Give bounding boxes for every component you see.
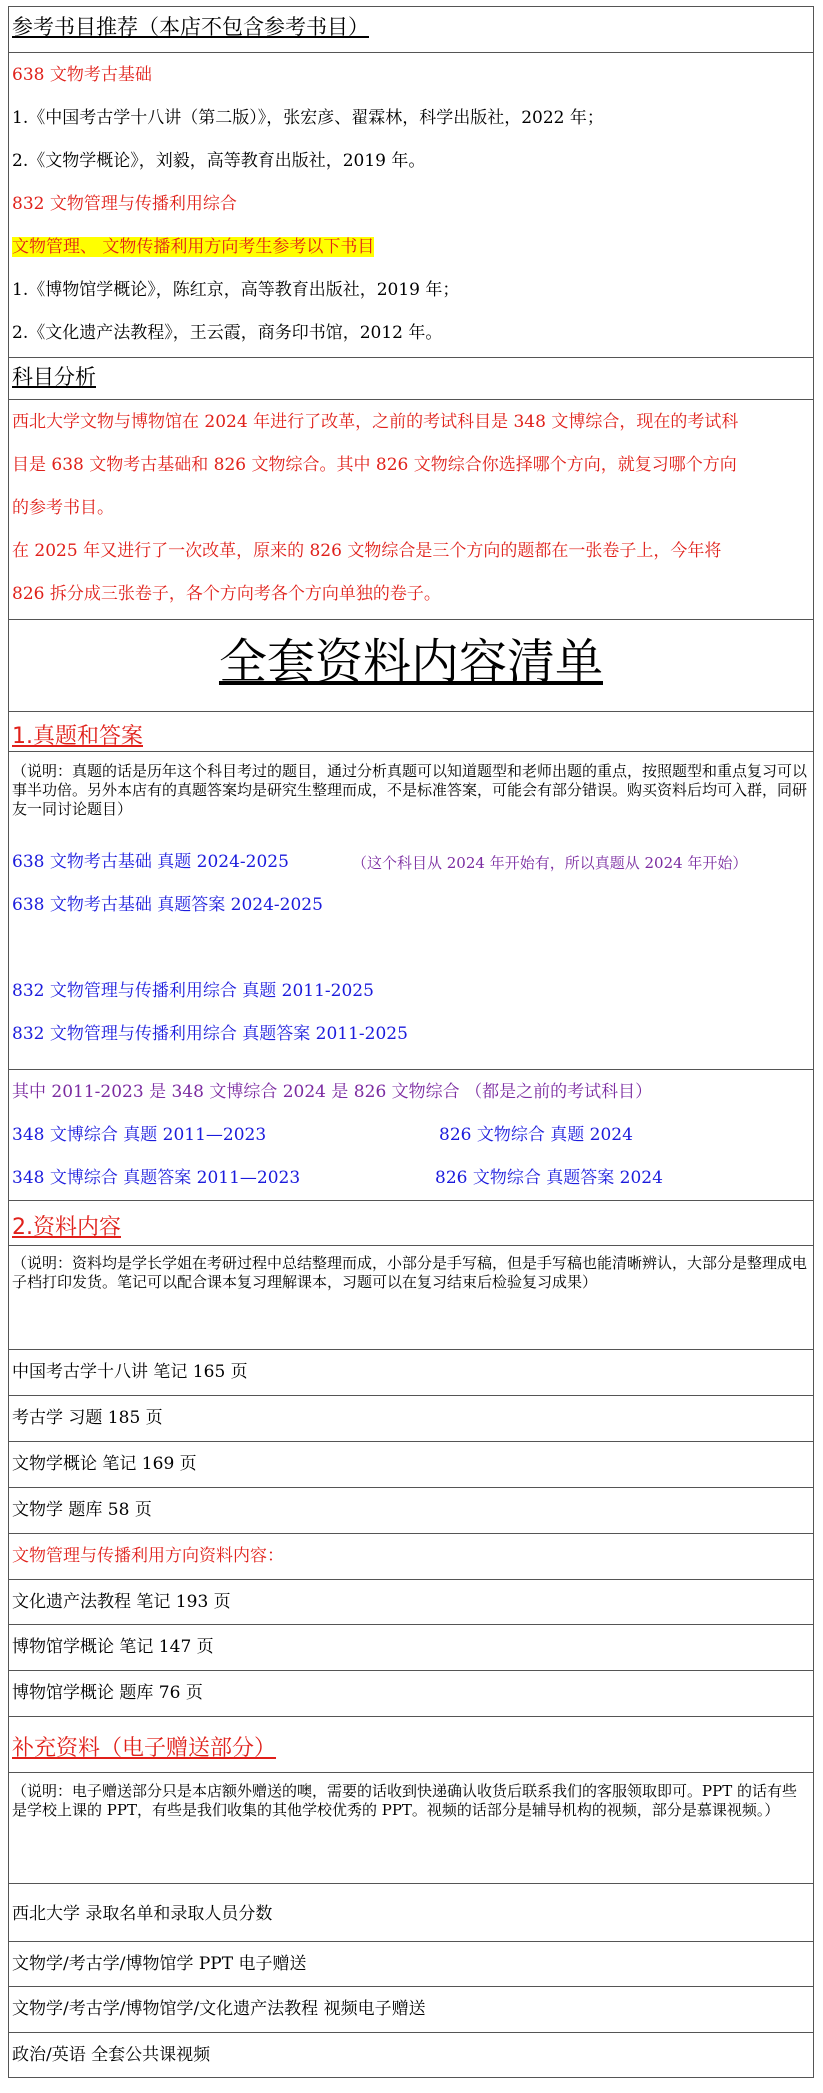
material-item: 博物馆学概论 笔记 147 页	[12, 1637, 214, 1657]
bonus-row	[8, 2032, 814, 2078]
analysis-p1-line1: 西北大学文物与博物馆在 2024 年进行了改革，之前的考试科目是 348 文博综合，现在的考试科	[12, 412, 739, 432]
ref-books-header-cell	[8, 6, 814, 52]
section1-header: 1.真题和答案	[12, 724, 143, 749]
exam-row-348-answers: 348 文博综合 真题答案 2011—2023	[12, 1168, 301, 1188]
ref-book-4: 2.《文化遗产法教程》，王云霞，商务印书馆，2012 年。	[12, 323, 443, 343]
material-subheader: 文物管理与传播利用方向资料内容：	[12, 1546, 284, 1566]
material-item: 文物学 题库 58 页	[12, 1500, 152, 1520]
analysis-header-cell	[8, 357, 814, 399]
bonus-row	[8, 1883, 814, 1941]
material-item: 考古学 习题 185 页	[12, 1408, 163, 1428]
direction-highlight: 文物管理、 文物传播利用方向考生参考以下书目	[12, 237, 375, 257]
ref-book-1: 1.《中国考古学十八讲（第二版）》，张宏彦、翟霖林，科学出版社，2022 年；	[12, 108, 604, 128]
bonus-item: 文物学/考古学/博物馆学 PPT 电子赠送	[12, 1954, 307, 1974]
subject-832-label: 832 文物管理与传播利用综合	[12, 194, 237, 214]
analysis-p2-line2: 826 拆分成三张卷子，各个方向考各个方向单独的卷子。	[12, 584, 441, 604]
bonus-item: 文物学/考古学/博物馆学/文化遗产法教程 视频电子赠送	[12, 1999, 426, 2019]
material-item: 文物学概论 笔记 169 页	[12, 1454, 197, 1474]
old-subjects-cell	[8, 1069, 814, 1200]
document-page	[8, 6, 814, 2078]
material-item: 中国考古学十八讲 笔记 165 页	[12, 1362, 248, 1382]
section3-header: 补充资料（电子赠送部分）	[12, 1736, 277, 1761]
bonus-row	[8, 1986, 814, 2032]
analysis-p1-line3: 的参考书目。	[12, 498, 114, 518]
bonus-item: 西北大学 录取名单和录取人员分数	[12, 1904, 273, 1924]
main-title: 全套资料内容清单	[218, 634, 603, 690]
section2-note: （说明：资料均是学长学姐在考研过程中总结整理而成，小部分是手写稿，但是手写稿也能清晰辨认，大部分是整理成电子档打印发货。笔记可以配合课本复习理解课本，习题可以在复习结束后检验复习成果）	[12, 1254, 808, 1291]
analysis-p1-line2: 目是 638 文物考古基础和 826 文物综合。其中 826 文物综合你选择哪个方向，就复习哪个方向	[12, 455, 737, 475]
material-item: 博物馆学概论 题库 76 页	[12, 1683, 203, 1703]
material-row	[8, 1441, 814, 1487]
exam-row-826: 826 文物综合 真题 2024	[439, 1125, 633, 1145]
section3-note: （说明：电子赠送部分只是本店额外赠送的噢，需要的话收到快递确认收货后联系我们的客服领取即可。PPT 的话有些是学校上课的 PPT，有些是我们收集的其他学校优秀的 PPT。视频的话部分是辅导机构的视频，部分是慕课视频。）	[12, 1782, 797, 1819]
exam-row-832-answers: 832 文物管理与传播利用综合 真题答案 2011-2025	[12, 1024, 408, 1044]
section2-header-cell	[8, 1200, 814, 1245]
material-row	[8, 1349, 814, 1395]
exam-row-638-note: （这个科目从 2024 年开始有，所以真题从 2024 年开始）	[352, 854, 748, 872]
exam-row-638-answers: 638 文物考古基础 真题答案 2024-2025	[12, 895, 323, 915]
section3-note-cell	[8, 1772, 814, 1883]
ref-books-list-cell	[8, 52, 814, 357]
exam-row-638: 638 文物考古基础 真题 2024-2025	[12, 852, 289, 872]
old-subjects-note: 其中 2011-2023 是 348 文博综合 2024 是 826 文物综合 （都是之前的考试科目）	[12, 1082, 653, 1102]
exam-row-832: 832 文物管理与传播利用综合 真题 2011-2025	[12, 981, 374, 1001]
material-row	[8, 1579, 814, 1624]
exam-row-348: 348 文博综合 真题 2011—2023	[12, 1125, 267, 1145]
analysis-header: 科目分析	[12, 365, 96, 389]
material-row	[8, 1487, 814, 1533]
material-subheader-row	[8, 1533, 814, 1579]
ref-book-3: 1.《博物馆学概论》，陈红京，高等教育出版社，2019 年；	[12, 280, 460, 300]
analysis-body-cell	[8, 399, 814, 619]
exam-row-826-answers: 826 文物综合 真题答案 2024	[435, 1168, 663, 1188]
section2-note-cell	[8, 1245, 814, 1349]
subject-638-label: 638 文物考古基础	[12, 65, 152, 85]
material-row	[8, 1624, 814, 1670]
section1-note: （说明：真题的话是历年这个科目考过的题目，通过分析真题可以知道题型和老师出题的重点，按照题型和重点复习可以事半功倍。另外本店有的真题答案均是研究生整理而成，不是标准答案，可能会有部分错误。购买资料后均可入群，同研友一同讨论题目）	[12, 762, 808, 818]
main-title-cell	[8, 619, 814, 711]
analysis-p2-line1: 在 2025 年又进行了一次改革，原来的 826 文物综合是三个方向的题都在一张卷子上，今年将	[12, 541, 722, 561]
section1-body-cell	[8, 751, 814, 1069]
ref-book-2: 2.《文物学概论》，刘毅，高等教育出版社，2019 年。	[12, 151, 426, 171]
ref-books-header: 参考书目推荐（本店不包含参考书目）	[12, 15, 369, 39]
bonus-item: 政治/英语 全套公共课视频	[12, 2045, 211, 2065]
section1-header-cell	[8, 711, 814, 751]
material-row	[8, 1670, 814, 1716]
material-item: 文化遗产法教程 笔记 193 页	[12, 1592, 231, 1612]
section3-header-cell	[8, 1716, 814, 1772]
material-row	[8, 1395, 814, 1441]
section2-header: 2.资料内容	[12, 1215, 121, 1240]
bonus-row	[8, 1941, 814, 1986]
